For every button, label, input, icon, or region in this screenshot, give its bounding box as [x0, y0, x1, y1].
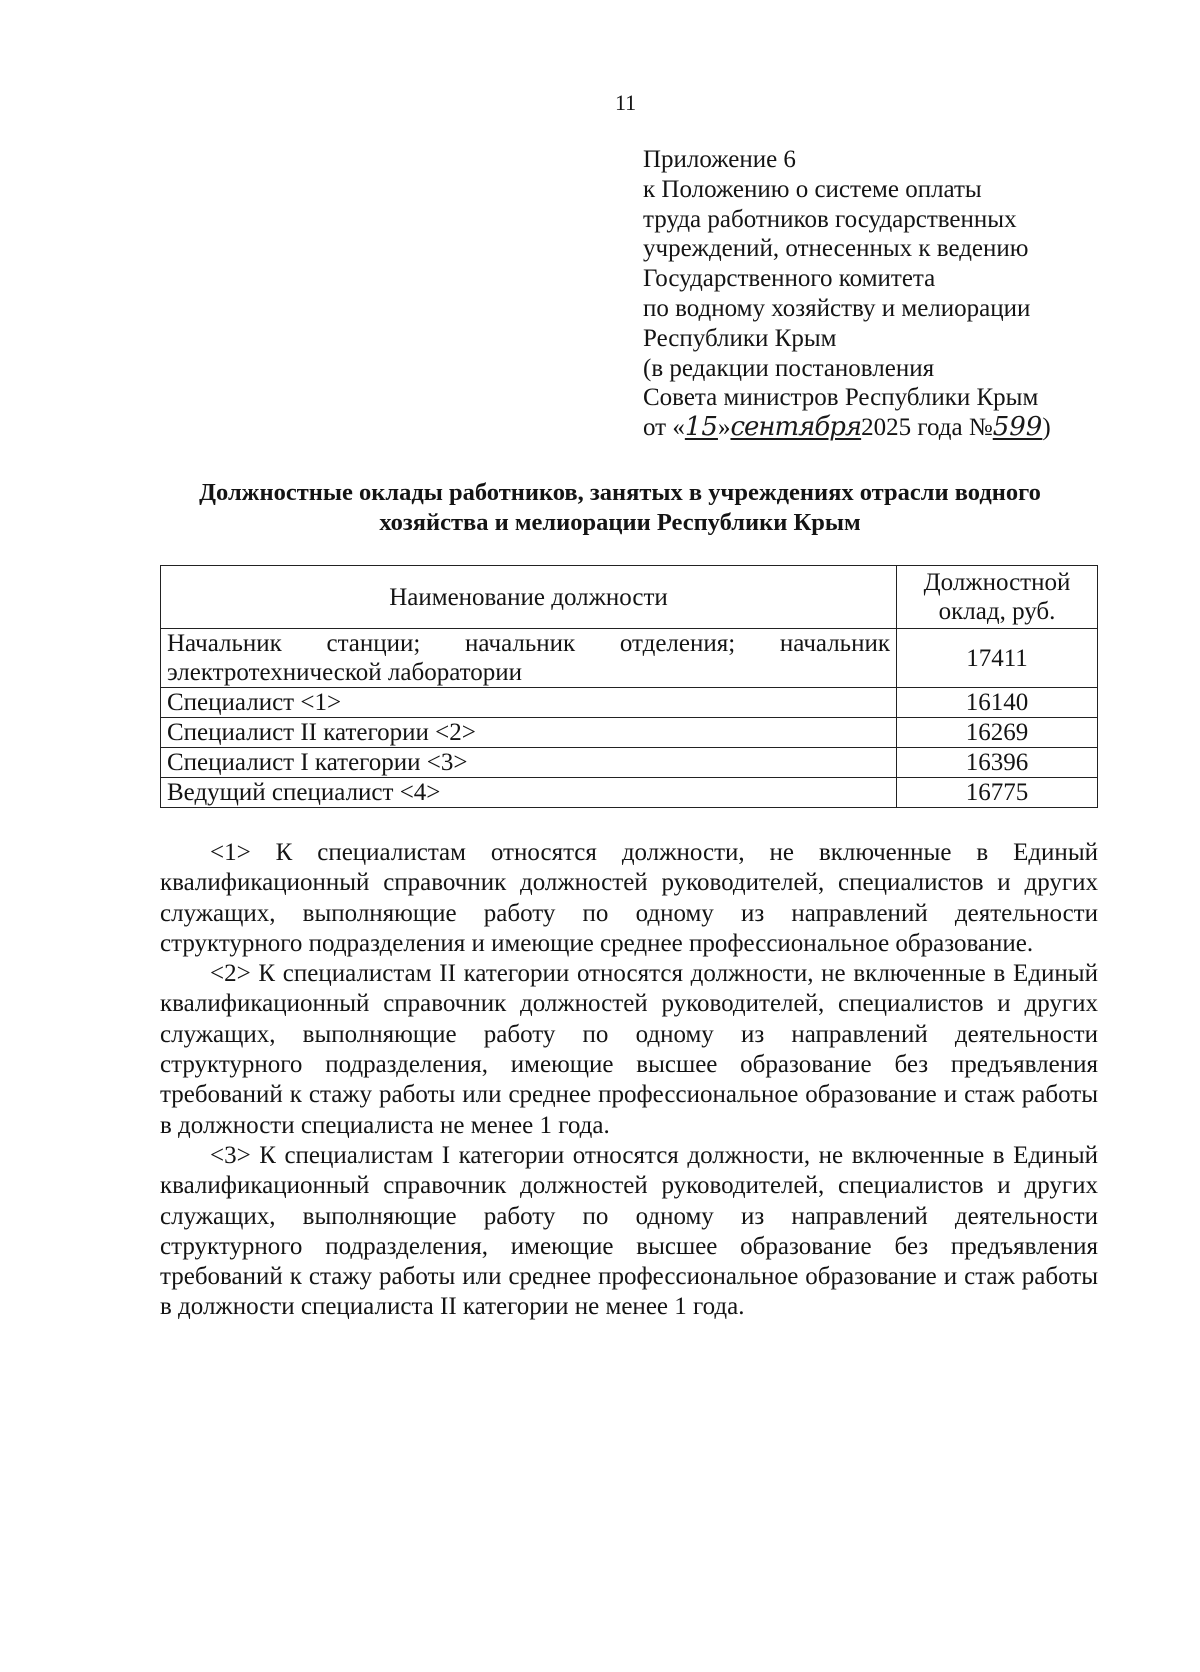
footnote-2: <2> К специалистам II категории относятся должности, не включенные в Единый квалификационный справочник должностей руководителей, специалистов и других служащих, выполняющие работу по одному из направлений деятельности структурного подразделения, имеющие высшее образование без предъявления требований к стажу работы или среднее профессиональное образование и стаж работы в должности специалиста не менее 1 года. — [160, 960, 1098, 1139]
salary-cell: 16396 — [897, 748, 1098, 778]
salary-cell: 16140 — [897, 688, 1098, 718]
table-row — [161, 778, 1098, 808]
table-row — [161, 748, 1098, 778]
table-header-row — [161, 566, 1098, 629]
appendix-line: Совета министров Республики Крым — [643, 384, 1039, 412]
date-suffix: ) — [1042, 414, 1051, 442]
appendix-line: Республики Крым — [643, 324, 837, 352]
date-quote-close: » — [717, 414, 731, 442]
salary-cell: 16775 — [897, 778, 1098, 808]
document-title — [150, 478, 1090, 538]
appendix-line: к Положению о системе оплаты — [643, 175, 982, 203]
footnotes — [160, 838, 1098, 1323]
appendix-date-line — [643, 413, 1103, 443]
table-row — [161, 718, 1098, 748]
salary-table — [160, 565, 1098, 808]
date-year: 2025 года № — [861, 414, 993, 442]
salary-cell: 17411 — [897, 629, 1098, 688]
table-row — [161, 688, 1098, 718]
position-name-cell: Ведущий специалист <4> — [161, 778, 897, 808]
handwritten-month: сентября — [730, 412, 862, 443]
page-number: 11 — [615, 90, 637, 115]
header-salary-line-1: Должностной — [923, 569, 1071, 596]
handwritten-day: 15 — [684, 412, 718, 443]
header-salary-line-2: оклад, руб. — [938, 598, 1056, 625]
position-name-cell: Специалист <1> — [161, 688, 897, 718]
appendix-block — [643, 145, 1103, 443]
appendix-line: труда работников государственных — [643, 205, 1017, 233]
appendix-line: (в редакции постановления — [643, 354, 935, 382]
position-name-cell: Начальник станции; начальник отделения; начальник электротехнической лаборатории — [161, 629, 897, 688]
position-name-cell: Специалист I категории <3> — [161, 748, 897, 778]
appendix-line: по водному хозяйству и мелиорации — [643, 294, 1031, 322]
date-prefix: от « — [643, 414, 685, 442]
title-line-1: Должностные оклады работников, занятых в учреждениях отрасли водного — [199, 479, 1041, 506]
title-line-2: хозяйства и мелиорации Республики Крым — [379, 509, 861, 536]
header-position-name: Наименование должности — [161, 566, 897, 629]
footnote-1: <1> К специалистам относятся должности, не включенные в Единый квалификационный справочник должностей руководителей, специалистов и других служащих, выполняющие работу по одному из направлений деятельности структурного подразделения и имеющие среднее профессиональное образование. — [160, 839, 1098, 957]
appendix-line: Государственного комитета — [643, 265, 936, 293]
header-salary — [897, 566, 1098, 629]
table-row — [161, 629, 1098, 688]
salary-cell: 16269 — [897, 718, 1098, 748]
position-name-cell: Специалист II категории <2> — [161, 718, 897, 748]
handwritten-number: 599 — [992, 412, 1043, 443]
appendix-line: учреждений, отнесенных к ведению — [643, 235, 1029, 263]
appendix-line: Приложение 6 — [643, 146, 796, 173]
footnote-3: <3> К специалистам I категории относятся должности, не включенные в Единый квалификационный справочник должностей руководителей, специалистов и других служащих, выполняющие работу по одному из направлений деятельности структурного подразделения, имеющие высшее образование без предъявления требований к стажу работы или среднее профессиональное образование и стаж работы в должности специалиста II категории не менее 1 года. — [160, 1141, 1098, 1321]
